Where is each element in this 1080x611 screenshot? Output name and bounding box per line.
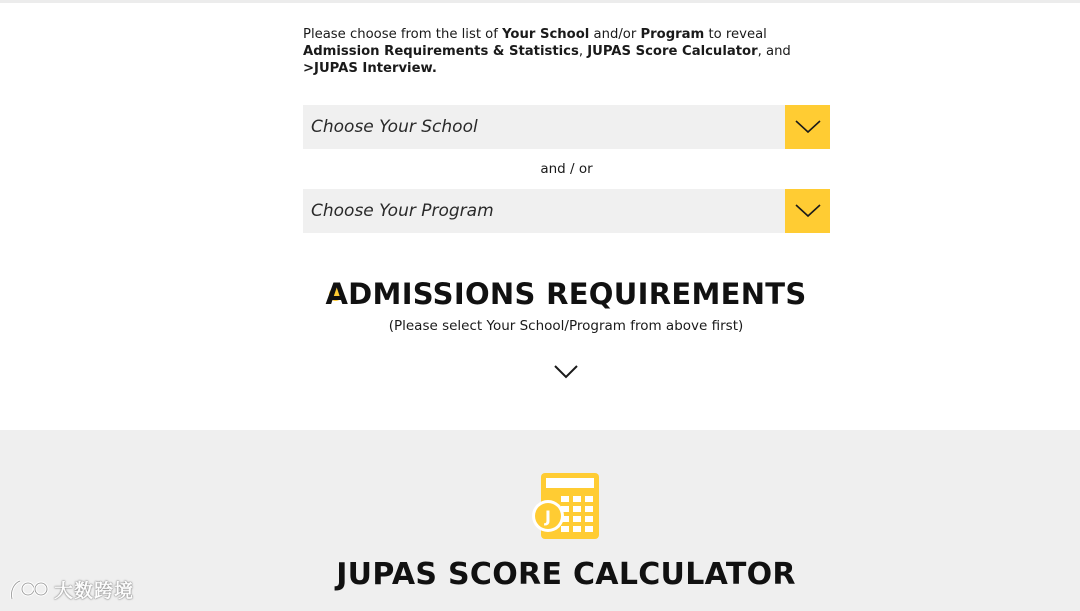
intro-part-3: to reveal: [704, 27, 767, 42]
expand-chevron-icon[interactable]: [553, 364, 579, 380]
school-select-toggle[interactable]: [785, 105, 830, 149]
school-select-label: Choose Your School: [311, 117, 478, 137]
watermark-text: 大数跨境: [54, 580, 135, 602]
intro-bold-program: Program: [640, 27, 705, 42]
school-select[interactable]: [303, 105, 830, 149]
top-divider: [0, 0, 1080, 3]
intro-bold-calculator: JUPAS Score Calculator: [587, 44, 758, 59]
intro-bold-interview: >JUPAS Interview.: [303, 61, 437, 76]
admissions-note: (Please select Your School/Program from above first): [388, 318, 744, 334]
intro-part-1: Please choose from the list of: [303, 27, 503, 42]
intro-part-4: ,: [578, 44, 588, 59]
calculator-icon: [531, 471, 601, 541]
program-select-toggle[interactable]: [785, 189, 830, 233]
intro-bold-school: Your School: [502, 27, 590, 42]
watermark: [8, 576, 134, 603]
chevron-down-icon: [795, 120, 821, 134]
program-select[interactable]: [303, 189, 830, 233]
admissions-heading: ADMISSIONS REQUIREMENTS: [325, 277, 807, 311]
watermark-logo-icon: [8, 577, 50, 603]
and-or-label: and / or: [540, 161, 593, 177]
intro-text: [303, 26, 843, 77]
program-select-label: Choose Your Program: [311, 201, 494, 221]
intro-bold-admission: Admission Requirements & Statistics: [303, 44, 579, 59]
chevron-down-icon: [795, 204, 821, 218]
calculator-heading: JUPAS SCORE CALCULATOR: [336, 557, 796, 592]
intro-part-5: , and: [757, 44, 791, 59]
intro-part-2: and/or: [589, 27, 641, 42]
calculator-icon-letter: J: [545, 507, 551, 526]
